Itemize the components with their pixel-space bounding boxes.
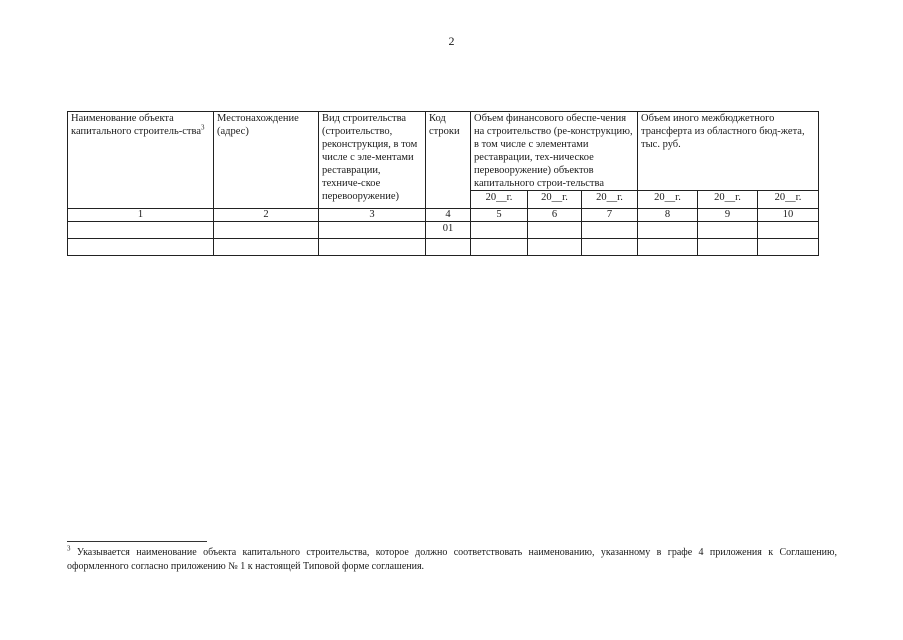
table-row [68,239,819,256]
table-cell [528,239,582,256]
year-header: 20__г. [528,191,582,209]
form-table [67,111,819,256]
column-number: 9 [698,209,758,222]
column-number: 2 [214,209,319,222]
table-cell [758,239,819,256]
table-cell [758,222,819,239]
column-number: 7 [582,209,638,222]
table-cell [582,222,638,239]
year-header: 20__г. [582,191,638,209]
column-number: 8 [638,209,698,222]
column-number: 4 [426,209,471,222]
header-object-name: Наименование объекта капитального строитель-ства$^3$ [68,112,214,209]
footnote [67,546,837,574]
year-header: 20__г. [698,191,758,209]
page-number: 2 [448,34,455,48]
table-cell [638,239,698,256]
header-construction-type: Вид строительства (строительство, реконструкция, в том числе с эле-ментами реставрации, техниче-ское перевооружение) [319,112,426,209]
footnote-separator [67,541,207,542]
table-cell [582,239,638,256]
year-header: 20__г. [758,191,819,209]
table-cell [528,222,582,239]
table-cell [214,222,319,239]
column-number: 1 [68,209,214,222]
table-cell [426,239,471,256]
table-cell [214,239,319,256]
header-location: Местонахождение (адрес) [214,112,319,209]
column-number: 6 [528,209,582,222]
footnote-marker: 3 [67,544,71,553]
header-transfer-volume: Объем иного межбюджетного трансферта из областного бюд-жета, тыс. руб. [638,112,819,191]
year-header: 20__г. [471,191,528,209]
table-cell: 01 [426,222,471,239]
table-cell [319,222,426,239]
table-cell [698,239,758,256]
footnote-text: Указывается наименование объекта капитального строительства, которое должно соответствовать наименованию, указанному в графе 4 приложения к Соглашению, оформленного согласно приложению № 1 к настоящей Типовой форме соглашения. [67,547,837,572]
table-cell [471,239,528,256]
table-cell [471,222,528,239]
column-number: 3 [319,209,426,222]
header-financing-volume: Объем финансового обеспе-чения на строительство (ре-конструкцию, в том числе с элементами реставрации, тех-ническое перевооружение) объектов капитального строи-тельства [471,112,638,191]
table-cell [319,239,426,256]
table-cell [638,222,698,239]
header-row-code: Код строки [426,112,471,209]
table-cell [698,222,758,239]
column-number: 10 [758,209,819,222]
table-row [68,222,819,239]
column-number: 5 [471,209,528,222]
year-header: 20__г. [638,191,698,209]
table-cell [68,222,214,239]
column-number-row [68,209,819,222]
table-cell [68,239,214,256]
